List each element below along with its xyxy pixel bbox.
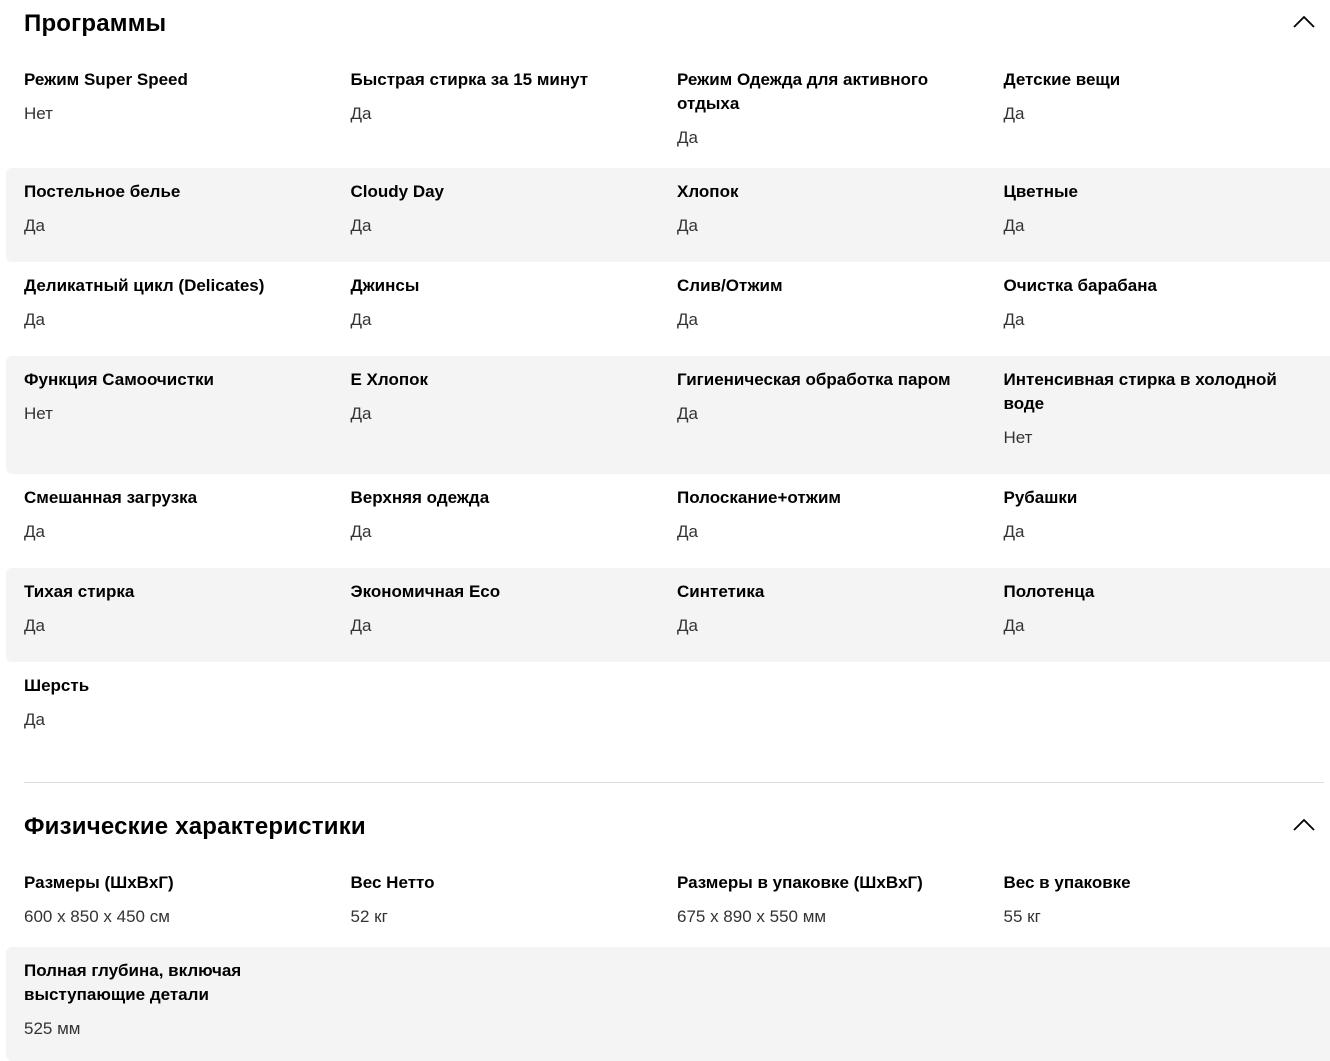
spec-label: Экономичная Eco: [350, 582, 501, 601]
spec-value: Да: [350, 310, 372, 329]
spec-value: Да: [677, 522, 698, 541]
spec-item: [1004, 580, 1330, 662]
physical-section-header[interactable]: [0, 803, 1330, 851]
programs-section-header[interactable]: [0, 0, 1330, 48]
spec-label: Вес в упаковке: [1003, 873, 1131, 892]
spec-item: [24, 959, 363, 1061]
spec-label: Cloudy Day: [350, 182, 445, 201]
spec-item: [677, 68, 1004, 168]
programs-section-title: Программы: [24, 10, 167, 37]
spec-label: Постельное белье: [24, 182, 181, 201]
spec-value: Да: [1003, 522, 1025, 541]
spec-item: [351, 180, 678, 262]
spec-item: [24, 871, 351, 947]
spec-label: Цветные: [1003, 182, 1078, 201]
spec-item: [24, 580, 351, 662]
spec-value: 600 x 850 x 450 см: [24, 907, 170, 926]
spec-item: [677, 180, 1004, 262]
chevron-up-icon: [1293, 818, 1315, 832]
spec-item: [24, 274, 351, 356]
spec-value: Да: [24, 216, 45, 235]
spec-label: Полотенца: [1003, 582, 1095, 601]
spec-item: [24, 68, 351, 168]
spec-value: Да: [24, 522, 45, 541]
spec-item: [351, 871, 678, 947]
spec-value: Да: [350, 104, 372, 123]
spec-row: [6, 474, 1330, 568]
spec-label: Вес Нетто: [350, 873, 435, 892]
spec-label: Слив/Отжим: [677, 276, 783, 295]
spec-label: Быстрая стирка за 15 минут: [350, 70, 589, 89]
spec-row: [6, 56, 1330, 168]
spec-value: Да: [677, 128, 698, 147]
spec-item: [24, 674, 363, 756]
spec-value: Да: [350, 522, 372, 541]
spec-item: [24, 368, 351, 474]
spec-label: Смешанная загрузка: [24, 488, 198, 507]
spec-value: 55 кг: [1003, 907, 1041, 926]
spec-label: Рубашки: [1003, 488, 1078, 507]
spec-row: [6, 168, 1330, 262]
spec-value: Да: [677, 616, 698, 635]
spec-value: Да: [350, 404, 372, 423]
spec-value: 52 кг: [350, 907, 388, 926]
spec-value: Да: [24, 616, 45, 635]
spec-row: [6, 947, 1330, 1061]
spec-value: Да: [350, 616, 372, 635]
spec-value: Нет: [24, 404, 53, 423]
spec-label: Хлопок: [677, 182, 739, 201]
spec-value: Да: [677, 216, 698, 235]
spec-value: Да: [1003, 216, 1025, 235]
spec-label: Очистка барабана: [1003, 276, 1157, 295]
spec-label: Режим Одежда для активного отдыха: [677, 70, 929, 113]
spec-value: Да: [677, 310, 698, 329]
spec-label: Режим Super Speed: [24, 70, 188, 89]
spec-label: Гигиеническая обработка паром: [677, 370, 951, 389]
chevron-up-icon: [1293, 15, 1315, 29]
spec-item: [1004, 368, 1330, 474]
spec-row: [6, 859, 1330, 947]
spec-label: Деликатный цикл (Delicates): [24, 276, 265, 295]
spec-label: Полная глубина, включая выступающие детали: [24, 961, 242, 1004]
spec-item: [677, 871, 1004, 947]
spec-item: [351, 486, 678, 568]
spec-label: Размеры в упаковке (ШxВxГ): [677, 873, 923, 892]
spec-item: [24, 180, 351, 262]
spec-row: [6, 568, 1330, 662]
spec-value: Да: [24, 310, 45, 329]
spec-value: Нет: [1003, 428, 1033, 447]
spec-value: 525 мм: [24, 1019, 81, 1038]
spec-value: 675 x 890 x 550 мм: [677, 907, 827, 926]
spec-item: [1004, 180, 1330, 262]
spec-label: Шерсть: [24, 676, 90, 695]
spec-label: Полоскание+отжим: [677, 488, 842, 507]
spec-item: [351, 580, 678, 662]
spec-row: [6, 662, 1330, 756]
spec-value: Нет: [24, 104, 53, 123]
spec-value: Да: [677, 404, 698, 423]
spec-label: Джинсы: [350, 276, 420, 295]
spec-item: [351, 274, 678, 356]
spec-value: Да: [1003, 104, 1025, 123]
section-divider: [24, 782, 1324, 783]
spec-label: Детские вещи: [1003, 70, 1121, 89]
spec-item: [351, 68, 678, 168]
spec-item: [677, 368, 1004, 474]
programs-collapse-button[interactable]: [1290, 8, 1318, 36]
spec-label: Интенсивная стирка в холодной воде: [1003, 370, 1277, 413]
spec-value: Да: [24, 710, 45, 729]
spec-label: Тихая стирка: [24, 582, 135, 601]
spec-item: [1004, 68, 1330, 168]
spec-label: Верхняя одежда: [350, 488, 490, 507]
physical-collapse-button[interactable]: [1290, 811, 1318, 839]
spec-item: [1004, 274, 1330, 356]
spec-item: [1004, 871, 1330, 947]
spec-label: Размеры (ШxВxГ): [24, 873, 174, 892]
spec-item: [1004, 486, 1330, 568]
spec-row: [6, 356, 1330, 474]
spec-label: E Хлопок: [350, 370, 429, 389]
spec-label: Функция Самоочистки: [24, 370, 214, 389]
spec-item: [677, 580, 1004, 662]
spec-label: Синтетика: [677, 582, 765, 601]
spec-item: [24, 486, 351, 568]
spec-item: [351, 368, 678, 474]
spec-item: [677, 486, 1004, 568]
physical-section-title: Физические характеристики: [24, 813, 366, 840]
spec-value: Да: [350, 216, 372, 235]
spec-row: [6, 262, 1330, 356]
spec-value: Да: [1003, 310, 1025, 329]
spec-item: [677, 274, 1004, 356]
spec-value: Да: [1003, 616, 1025, 635]
